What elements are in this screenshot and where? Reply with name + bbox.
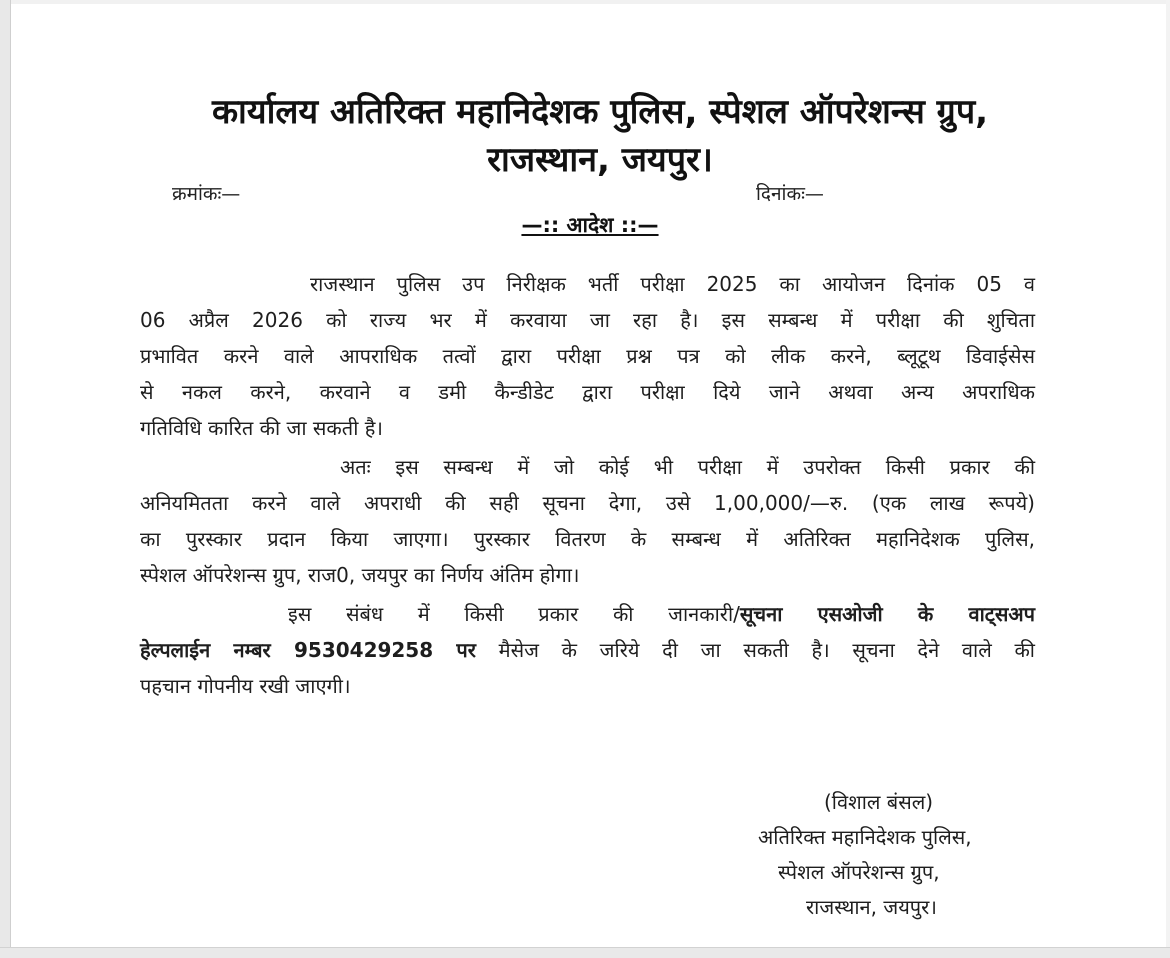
paragraph-line: पहचान गोपनीय रखी जाएगी। <box>140 674 351 698</box>
page-bottom-edge <box>0 947 1170 958</box>
paragraph-line: से नकल करने, करवाने व डमी कैन्डीडेट द्वारा परीक्षा दिये जाने अथवा अन्य अपराधिक <box>140 380 1035 404</box>
helpline-number-bold: हेल्पलाईन नम्बर 9530429258 पर <box>140 638 476 662</box>
paragraph-line: अनियमितता करने वाले अपराधी की सही सूचना देगा, उसे 1,00,000/—रु. (एक लाख रूपये) <box>140 491 1035 515</box>
reference-number-label: क्रमांकः— <box>172 183 241 205</box>
helpline-text-bold: सूचना एसओजी के वाट्सअप <box>739 602 1035 626</box>
paragraph-line: प्रभावित करने वाले आपराधिक तत्वों द्वारा परीक्षा प्रश्न पत्र को लीक करने, ब्लूटूथ डिवाईसेस <box>140 344 1035 368</box>
paragraph-line: का पुरस्कार प्रदान किया जाएगा। पुरस्कार वितरण के सम्बन्ध में अतिरिक्त महानिदेशक पुलिस, <box>140 527 1035 551</box>
page-left-edge <box>0 0 11 958</box>
paragraph-line <box>140 596 1035 632</box>
office-title-line2: राजस्थान, जयपुर। <box>487 140 713 180</box>
paragraph-helpline-notice <box>140 596 1035 704</box>
info-text: मैसेज के जरिये दी जा सकती है। सूचना देने वाले की <box>475 638 1035 662</box>
signatory-location: राजस्थान, जयपुर। <box>806 895 937 919</box>
office-title-line1: कार्यालय अतिरिक्त महानिदेशक पुलिस, स्पेशल ऑपरेशन्स ग्रुप, <box>211 92 989 132</box>
page-top-edge <box>0 0 1170 4</box>
paragraph-line: गतिविधि कारित की जा सकती है। <box>140 416 383 440</box>
page-right-edge <box>1166 0 1170 958</box>
signatory-department: स्पेशल ऑपरेशन्स ग्रुप, <box>778 860 940 884</box>
paragraph-line: राजस्थान पुलिस उप निरीक्षक भर्ती परीक्षा 2025 का आयोजन दिनांक 05 व <box>310 272 1035 296</box>
signatory-designation: अतिरिक्त महानिदेशक पुलिस, <box>758 825 972 849</box>
paragraph-line: 06 अप्रैल 2026 को राज्य भर में करवाया जा रहा है। इस सम्बन्ध में परीक्षा की शुचिता <box>140 308 1035 332</box>
order-heading: —:: आदेश ::— <box>521 213 659 237</box>
date-label: दिनांकः— <box>756 183 824 205</box>
paragraph-line: स्पेशल ऑपरेशन्स ग्रुप, राज0, जयपुर का निर्णय अंतिम होगा। <box>140 563 580 587</box>
paragraph-exam-notice <box>140 266 1035 446</box>
signature-block <box>740 785 1060 925</box>
paragraph-line <box>140 632 1035 668</box>
info-text: इस संबंध में किसी प्रकार की जानकारी/ <box>288 602 740 626</box>
signatory-name: (विशाल बंसल) <box>824 790 934 814</box>
paragraph-line: अतः इस सम्बन्ध में जो कोई भी परीक्षा में उपरोक्त किसी प्रकार की <box>340 455 1035 479</box>
paragraph-reward-notice <box>140 449 1035 593</box>
